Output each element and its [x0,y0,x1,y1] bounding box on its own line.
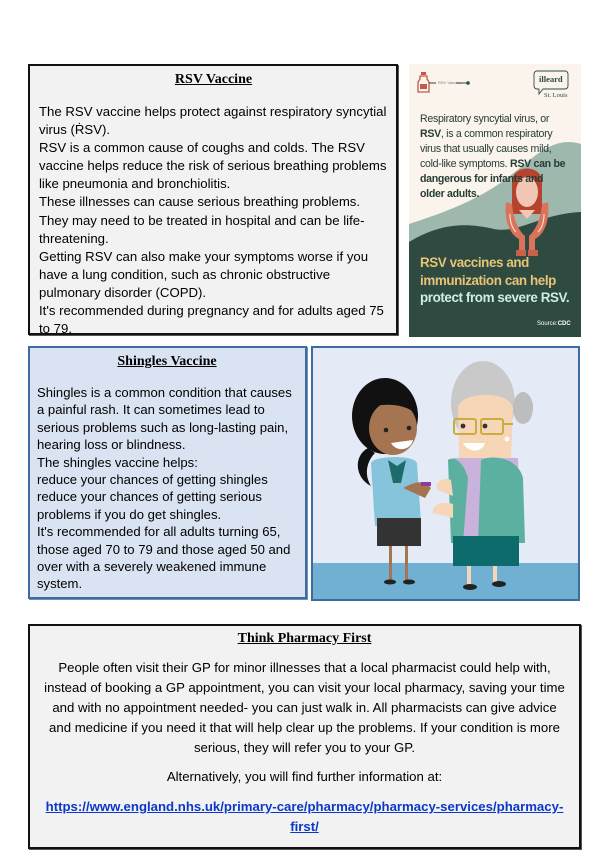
infographic-header: RSV Vaccine [438,80,462,85]
pharmacy-body: People often visit their GP for minor illnesses that a local pharmacist could help with, instead of booking a GP appointment, you can visit your local pharmacy, saving your time and with no appointment needed- you can just walk in. All pharmacists can give advice and medicine if you need it that will help clear up the problems. If your condition is more serious, they will refer you to your GP. [44,660,565,755]
logo-main-text: illeard [539,74,563,84]
shingles-title: Shingles Vaccine [117,354,217,369]
pharmacy-first-link[interactable]: https://www.england.nhs.uk/primary-care/pharmacy/pharmacy-services/pharmacy-first/ [45,799,564,834]
think-pharmacy-first-section [28,624,581,849]
rsv-paragraph: These illnesses can cause serious breathing problems. They may need to be treated in hospital and can be life-threatening. [39,194,365,246]
infographic-cta [420,254,580,307]
rsv-paragraph: Getting RSV can also make your symptoms worse if you have a lung condition, such as chronic obstructive pulmonary disorder (COPD). [39,248,369,300]
infographic-intro [420,112,570,202]
intro-bold: RSV [420,128,441,140]
rsv-vaccine-section [28,64,398,335]
pharmacy-alternative: Alternatively, you will find further information at: [166,769,443,784]
vaccination-illustration [311,346,580,601]
shingles-paragraph: reduce your chances of getting shingles [37,472,268,488]
cta-highlight: protect [420,290,463,305]
shingles-vaccine-section [28,346,307,599]
rsv-title: RSV Vaccine [174,72,253,87]
source-name: CDC [557,321,571,327]
shingles-paragraph: Shingles is a common condition that causes a painful rash. It can sometimes lead to serious problems such as long-lasting pain, hearing loss or blindness. [37,385,292,453]
nurse-and-patient-illustration [313,348,578,599]
rsv-paragraph: The RSV vaccine helps protect against respiratory syncytial virus (ṘSV). [39,104,387,138]
source-label: Source: [537,321,558,327]
pharmacy-title: Think Pharmacy First [237,631,372,646]
patient-figure [433,361,533,590]
shingles-body [37,384,297,593]
logo-sub-text: St. Louis [544,92,568,99]
nurse-figure [352,378,431,585]
floor-shape [313,563,578,599]
rsv-paragraph: It's recommended during pregnancy and for adults aged 75 to 79. [39,303,384,337]
rsv-infographic [409,64,581,337]
shingles-paragraph: It's recommended for all adults turning 65, those aged 70 to 79 and those aged 50 and over with a severely weakened immune system. [37,524,291,592]
shingles-paragraph: The shingles vaccine helps: [37,454,198,470]
cta-text: RSV vaccines and immunization can help [420,255,556,288]
rsv-paragraph: RSV is a common cause of coughs and colds. The RSV vaccine helps reduce the risk of serious breathing problems like pneumonia and bronchiolitis. [39,140,387,192]
infographic-source [537,321,571,327]
cta-text: from severe RSV. [462,290,570,305]
intro-bold: RSV can be dangerous for infants and older adults. [420,158,566,200]
rsv-body [39,103,388,338]
intro-text: Respiratory syncytial virus, or [420,113,550,125]
shingles-paragraph: reduce your chances of getting serious problems if you do get shingles. [37,489,262,522]
intro-text: , is a common respiratory virus that usually causes mild, cold-like symptoms. [420,128,553,170]
